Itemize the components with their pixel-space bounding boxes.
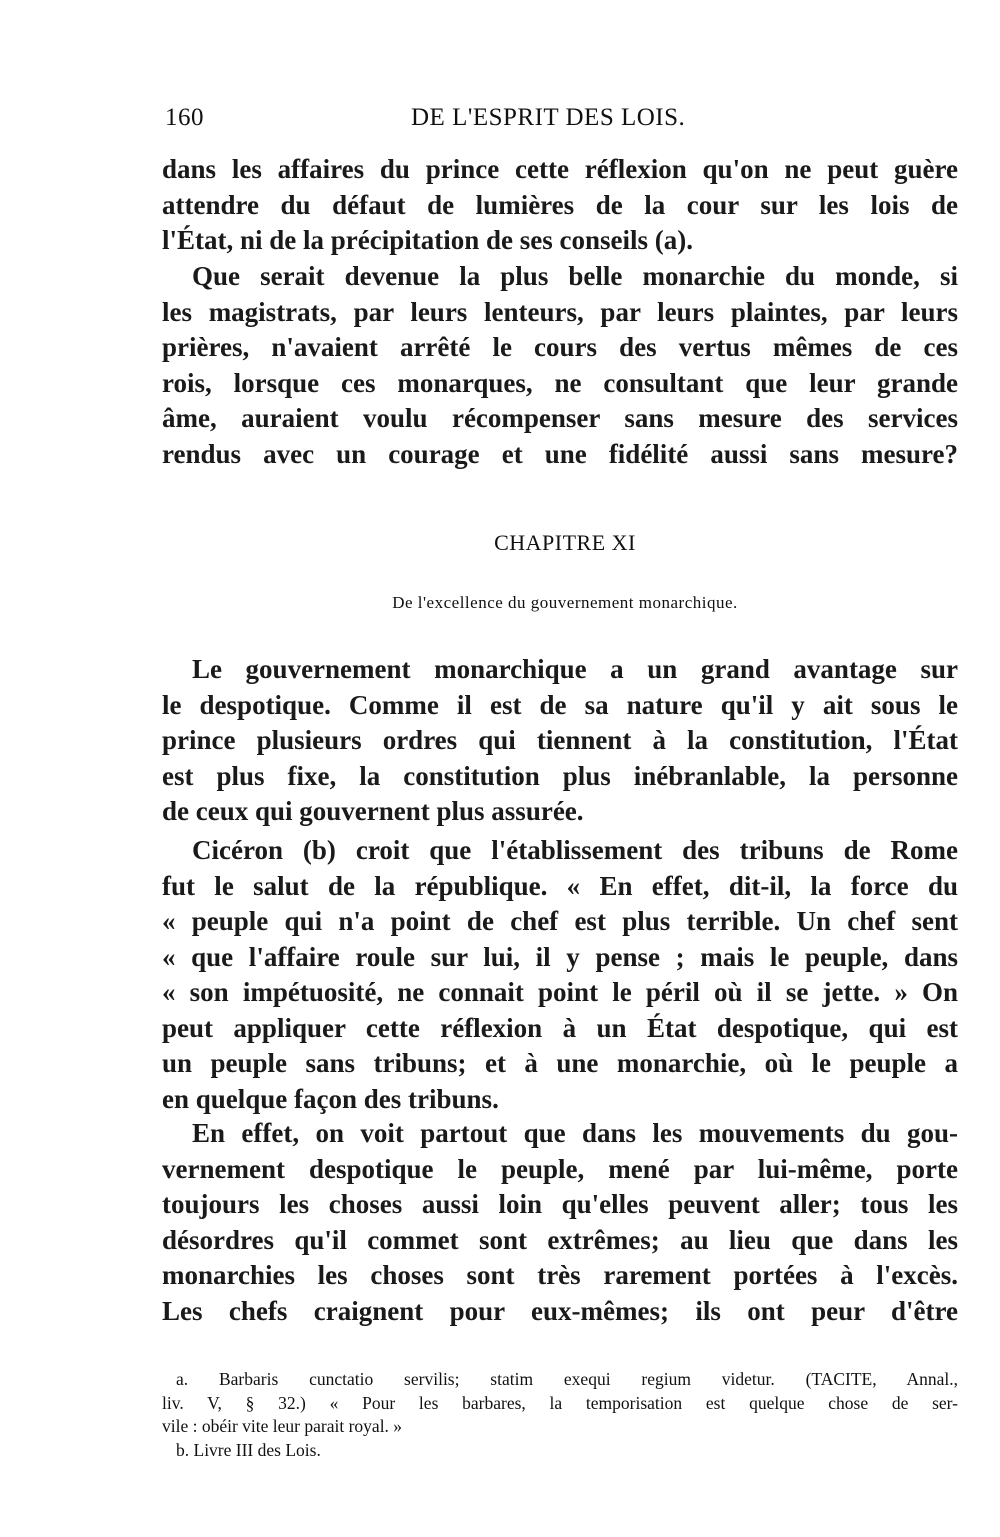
chapter-title: CHAPITRE XI (494, 530, 636, 555)
text-line: « peuple qui n'a point de chef est plus terrible. Un chef sent (162, 906, 958, 936)
text-line: prince plusieurs ordres qui tiennent à la constitution, l'État (162, 725, 958, 755)
chapter-subtitle: De l'excellence du gouvernement monarchique. (392, 593, 738, 612)
footnote-line: liv. V, § 32.) « Pour les barbares, la temporisation est quelque chose de ser- (162, 1392, 958, 1413)
text-line: Que serait devenue la plus belle monarchie du monde, si (192, 261, 958, 291)
text-line: « son impétuosité, ne connait point le péril où il se jette. » On (162, 977, 958, 1007)
text-line: peut appliquer cette réflexion à un État despotique, qui est (162, 1012, 958, 1043)
text-line: toujours les choses aussi loin qu'elles peuvent aller; tous les (162, 1189, 958, 1219)
footnotes (162, 1368, 958, 1462)
footnote-a: a. Barbaris cunctatio servilis; statim exequi regium videtur. (TACITE, Annal., (176, 1369, 958, 1389)
paragraph-1 (162, 152, 958, 259)
footnote-line: vile : obéir vite leur parait royal. » (162, 1416, 403, 1436)
paragraph-4 (162, 833, 958, 1117)
text-line: prières, n'avaient arrêté le cours des vertus mêmes de ces (162, 332, 958, 362)
text-line: rendus avec un courage et une fidélité aussi sans mesure? (162, 438, 958, 469)
text-line: le despotique. Comme il est de sa nature qu'il y ait sous le (162, 689, 958, 720)
text-line: âme, auraient voulu récompenser sans mesure des services (162, 403, 958, 433)
text-line: un peuple sans tribuns; et à une monarchie, où le peuple a (162, 1048, 958, 1078)
paragraph-2 (162, 259, 958, 472)
text-line: rois, lorsque ces monarques, ne consultant que leur grande (162, 367, 958, 398)
footnote-b: b. Livre III des Lois. (176, 1439, 321, 1460)
text-line: désordres qu'il commet sont extrêmes; au lieu que dans les (162, 1224, 958, 1255)
text-line: Cicéron (b) croit que l'établissement des tribuns de Rome (192, 835, 958, 865)
text-line: est plus fixe, la constitution plus inébranlable, la personne (162, 760, 958, 791)
paragraph-3 (162, 652, 958, 830)
text-line: Le gouvernement monarchique a un grand avantage sur (192, 654, 958, 684)
text-line: les magistrats, par leurs lenteurs, par leurs plaintes, par leurs (162, 296, 958, 327)
text-line: monarchies les choses sont très rarement portées à l'excès. (162, 1260, 958, 1290)
text-line: « que l'affaire roule sur lui, il y pense ; mais le peuple, dans (162, 941, 958, 972)
text-line: attendre du défaut de lumières de la cour sur les lois de (162, 189, 958, 220)
text-line: Les chefs craignent pour eux-mêmes; ils ont peur d'être (162, 1295, 958, 1326)
page-number: 160 (165, 104, 204, 131)
text-line: En effet, on voit partout que dans les mouvements du gou- (192, 1118, 958, 1148)
text-line: vernement despotique le peuple, mené par lui-même, porte (162, 1153, 958, 1184)
text-line: fut le salut de la république. « En effet, dit-il, la force du (162, 870, 958, 901)
text-line: l'État, ni de la précipitation de ses conseils (a). (162, 225, 693, 255)
text-line: en quelque façon des tribuns. (162, 1083, 499, 1114)
paragraph-5 (162, 1116, 958, 1329)
running-title: DE L'ESPRIT DES LOIS. (411, 104, 686, 131)
text-line: de ceux qui gouvernent plus assurée. (162, 796, 584, 826)
text-line: dans les affaires du prince cette réflexion qu'on ne peut guère (162, 154, 958, 184)
